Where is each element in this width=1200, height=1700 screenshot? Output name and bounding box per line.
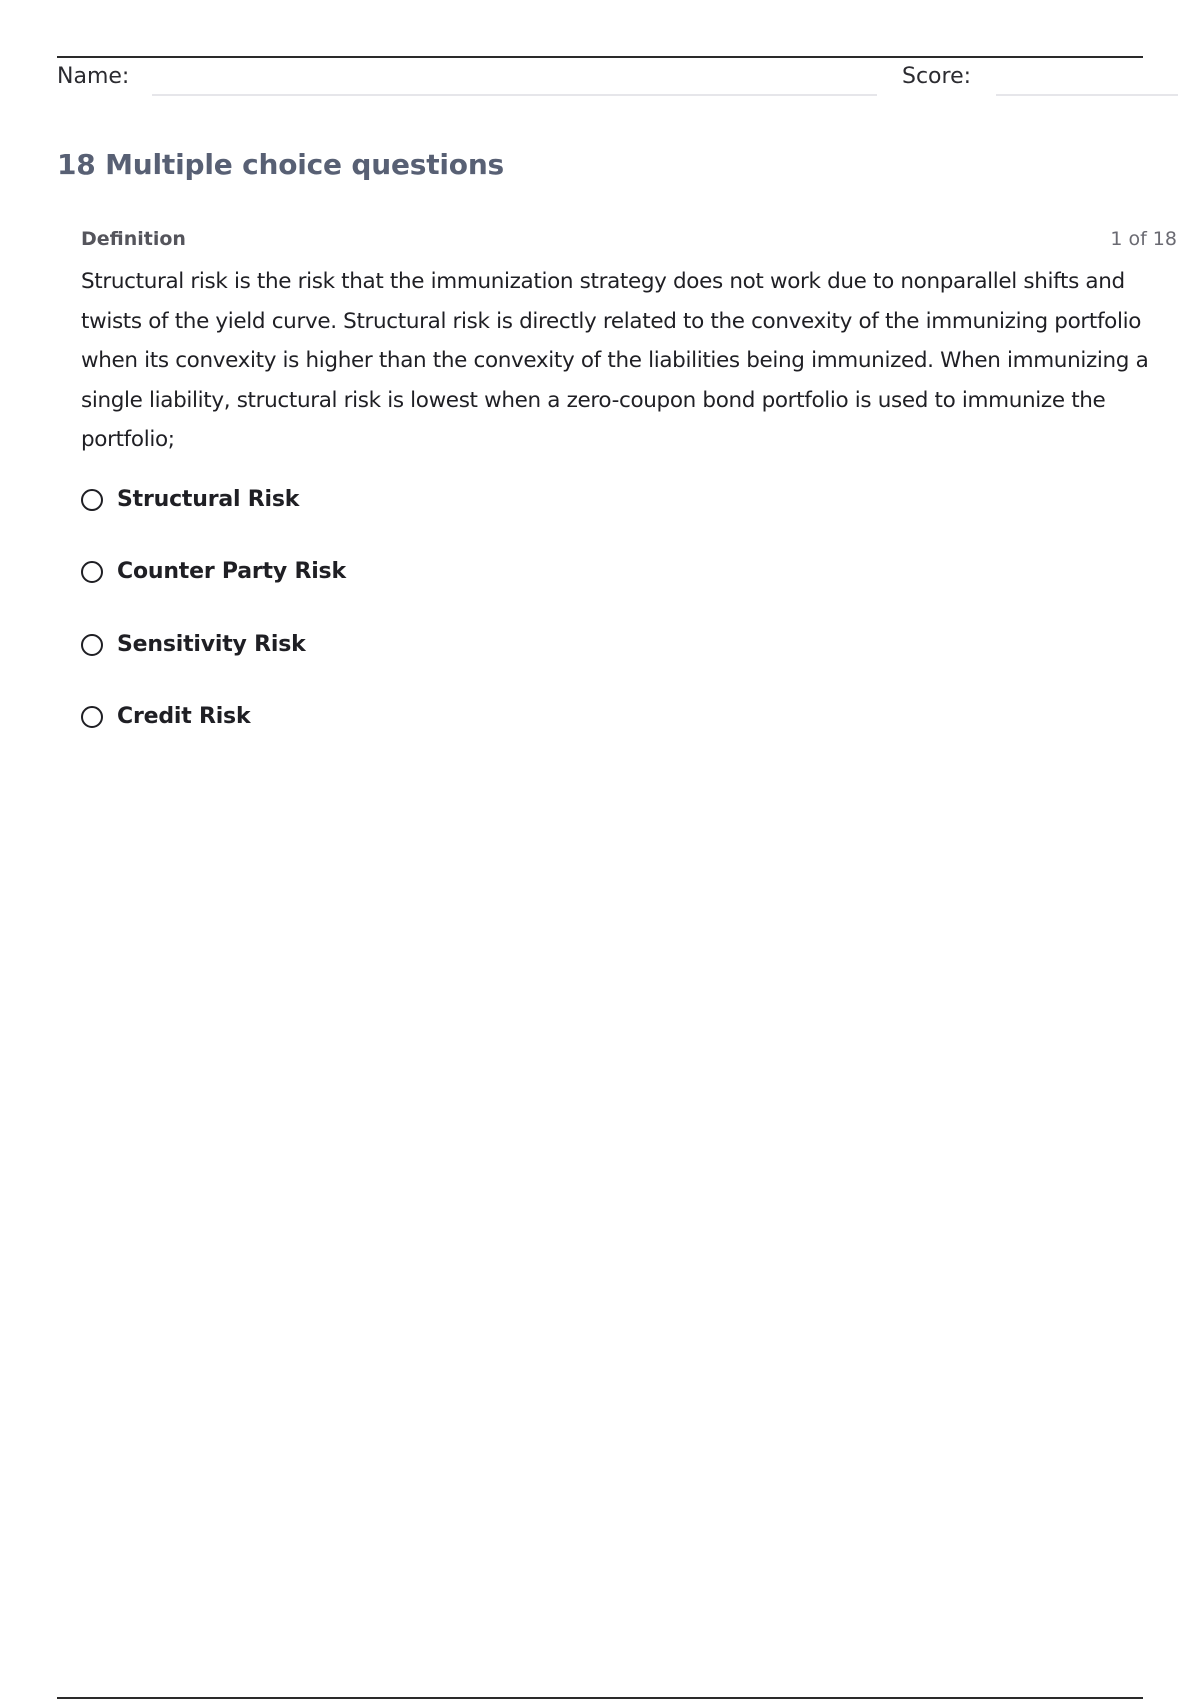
answer-option-2[interactable] bbox=[81, 557, 346, 587]
answer-option-3[interactable] bbox=[81, 630, 306, 660]
section-title: 18 Multiple choice questions bbox=[57, 148, 505, 181]
question-text: Structural risk is the risk that the immunization strategy does not work due to nonparallel shifts and twists of the yield curve. Structural risk is directly related to the convexity of the immunizing portfolio when its convexity is higher than the convexity of the liabilities being immunized. When immunizing a single liability, structural risk is lowest when a zero-coupon bond portfolio is used to immunize the portfolio; bbox=[81, 269, 1149, 452]
answer-option-label: Structural Risk bbox=[117, 487, 300, 512]
bottom-divider bbox=[57, 1697, 1143, 1699]
radio-circle-icon[interactable] bbox=[81, 634, 103, 656]
answer-option-label: Counter Party Risk bbox=[117, 559, 346, 584]
radio-circle-icon[interactable] bbox=[81, 561, 103, 583]
score-input-line[interactable] bbox=[996, 94, 1178, 96]
answer-option-1[interactable] bbox=[81, 485, 299, 515]
answer-option-label: Credit Risk bbox=[117, 704, 251, 729]
name-label: Name: bbox=[57, 64, 130, 89]
answer-option-4[interactable] bbox=[81, 702, 250, 732]
question-counter: 1 of 18 bbox=[1110, 228, 1177, 250]
score-label: Score: bbox=[902, 64, 972, 89]
radio-circle-icon[interactable] bbox=[81, 489, 103, 511]
radio-circle-icon[interactable] bbox=[81, 706, 103, 728]
question-type-label: Definition bbox=[81, 228, 186, 250]
name-input-line[interactable] bbox=[152, 94, 877, 96]
top-divider bbox=[57, 56, 1143, 58]
answer-option-label: Sensitivity Risk bbox=[117, 632, 306, 657]
